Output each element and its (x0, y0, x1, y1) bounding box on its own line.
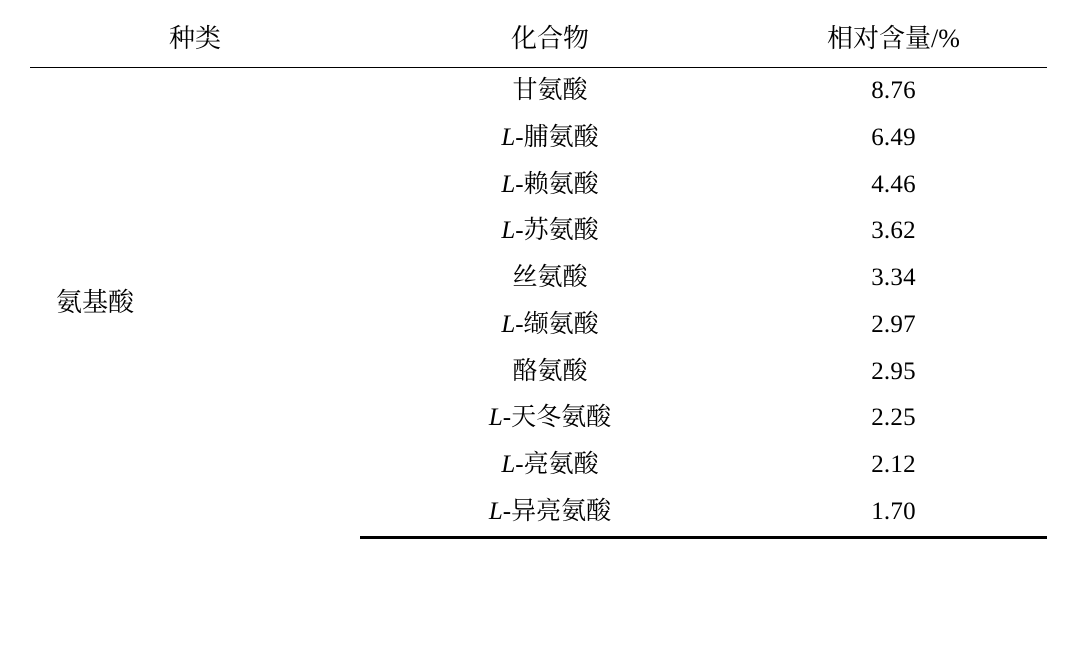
compound-label: -异亮氨酸 (502, 497, 612, 525)
compound-prefix: L (501, 310, 516, 338)
compound-name (360, 255, 740, 302)
compound-label: 丝氨酸 (512, 264, 588, 291)
table-header (30, 8, 1047, 68)
relative-content-value: 2.25 (871, 404, 916, 432)
compound-prefix: L (501, 217, 516, 245)
relative-content-value: 3.62 (871, 217, 916, 245)
column-header-content: 相对含量/% (740, 8, 1047, 68)
table-row (30, 68, 1047, 115)
compound-label: -赖氨酸 (515, 170, 599, 198)
compound-name (360, 68, 740, 115)
compound-label: -缬氨酸 (515, 310, 599, 338)
relative-content-value: 2.12 (871, 451, 916, 478)
compound-prefix: L (488, 404, 503, 432)
document-page (0, 8, 1077, 669)
compound-prefix: L (501, 123, 516, 151)
compound-name (360, 302, 740, 349)
compound-label: -亮氨酸 (515, 451, 599, 478)
table-header-row (30, 8, 1047, 68)
compound-name (360, 115, 740, 162)
compound-name (360, 208, 740, 255)
relative-content-value: 2.95 (871, 357, 916, 385)
table-body (30, 68, 1047, 538)
amino-acid-table (30, 8, 1047, 539)
compound-prefix: L (488, 497, 503, 525)
compound-prefix: L (501, 170, 516, 198)
compound-prefix: L (501, 451, 516, 478)
compound-name (360, 442, 740, 489)
compound-label: -天冬氨酸 (502, 404, 612, 432)
relative-content-value: 1.70 (740, 489, 1047, 537)
compound-name (360, 162, 740, 209)
relative-content-value: 6.49 (871, 123, 916, 151)
compound-label: 酪氨酸 (512, 357, 588, 385)
compound-name (360, 349, 740, 396)
relative-content-value: 8.76 (871, 77, 916, 104)
compound-label: -脯氨酸 (515, 123, 599, 151)
column-header-compound: 化合物 (360, 8, 740, 68)
group-label-amino-acid: 氨基酸 (56, 287, 135, 317)
compound-label: 甘氨酸 (512, 77, 588, 104)
relative-content-value: 4.46 (871, 170, 916, 198)
relative-content-value: 3.34 (871, 264, 916, 291)
compound-name (360, 395, 740, 442)
compound-label: -苏氨酸 (515, 217, 599, 245)
relative-content-value: 2.97 (871, 310, 916, 338)
column-header-type: 种类 (30, 8, 360, 68)
compound-name (360, 489, 740, 537)
